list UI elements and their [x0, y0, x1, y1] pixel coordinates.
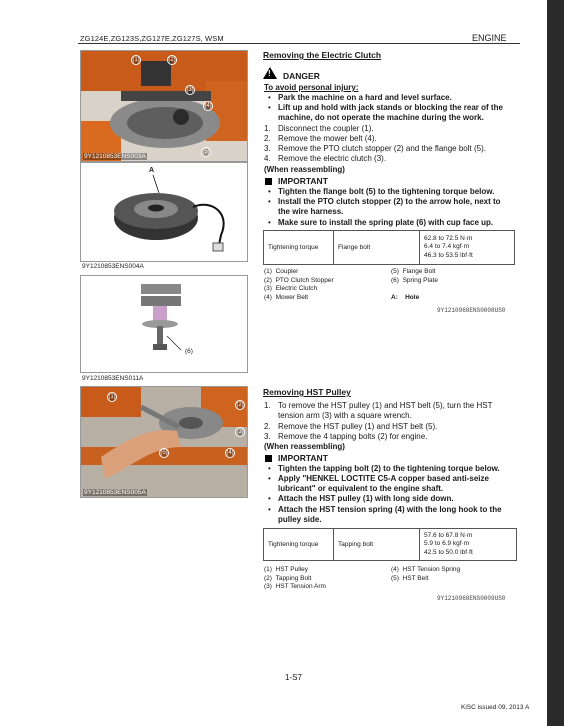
legend-item: (3) HST Tension Arm — [264, 583, 326, 590]
step-number: 3. — [264, 432, 271, 441]
danger-bullet: Lift up and hold with jack stands or blocking the rear of the — [278, 103, 503, 112]
important-bullet: the wire harness. — [278, 207, 344, 216]
torque-value-nm: 62.8 to 72.5 N·m — [424, 234, 473, 242]
legend-item: (1) HST Pulley — [264, 566, 308, 573]
legend-item: (4) Mower Belt — [264, 293, 309, 301]
callout-2: (2) — [168, 57, 176, 63]
important-bullet: Install the PTO clutch stopper (2) to the arrow hole, next to — [278, 197, 501, 206]
torque-item: Flange bolt — [334, 231, 420, 265]
bullet-icon: • — [268, 93, 271, 102]
callout-2: (2) — [236, 402, 244, 408]
callout-5: (5) — [202, 149, 210, 155]
torque-value-lbf: 46.3 to 53.5 lbf·ft — [424, 251, 473, 259]
step-number: 3. — [264, 144, 271, 153]
danger-bullet: machine, do not operate the machine during the work. — [278, 113, 484, 122]
torque-item: Tapping bolt — [334, 529, 420, 561]
important-label: IMPORTANT — [278, 453, 328, 463]
step-text: Remove the electric clutch (3). — [278, 154, 387, 163]
bullet-icon: • — [268, 474, 271, 483]
important-bullet: Apply "HENKEL LOCTITE C5-A copper based anti-seize — [278, 474, 489, 483]
legend-col-2 — [391, 566, 460, 583]
page-number: 1-S7 — [285, 673, 302, 682]
figure-hst-pulley-photo — [80, 386, 248, 498]
callout-4: (4) — [204, 103, 212, 109]
important-square-icon — [265, 455, 272, 462]
legend-item: (1) Coupler — [264, 268, 299, 275]
footer-issued: KiSC issued 09, 2013 A — [461, 704, 530, 711]
legend-item: (4) HST Tension Spring — [391, 566, 461, 573]
bullet-icon: • — [268, 218, 271, 227]
torque-table — [263, 528, 517, 561]
bullet-icon: • — [268, 505, 271, 514]
section-code: 9Y1210968ENS0008US0 — [437, 307, 506, 314]
callout-5: (5) — [160, 450, 168, 456]
figure-code: 9Y1210853ENS005A — [84, 489, 146, 496]
step-text: Remove the HST pulley (1) and HST belt (5). — [278, 422, 438, 431]
legend-item: (5) HST Belt — [391, 574, 429, 582]
callout-3: (3) — [236, 429, 244, 435]
important-bullet: lubricant" or equivalent to the engine shaft. — [278, 484, 444, 493]
bullet-icon: • — [268, 187, 271, 196]
avoid-injury-label: To avoid personal injury: — [264, 83, 359, 92]
important-bullet: pulley side. — [278, 515, 322, 524]
important-label: IMPORTANT — [278, 176, 328, 186]
header-models: ZG124E,ZG123S,ZG127E,ZG127S, WSM — [80, 34, 224, 43]
torque-label: Tightening torque — [264, 529, 334, 561]
header-section: ENGINE — [472, 33, 507, 43]
legend-item: A: Hole — [391, 293, 420, 301]
step-text: tension arm (3) with a square wrench. — [278, 411, 412, 420]
torque-table — [263, 230, 515, 265]
important-bullet: Make sure to install the spring plate (6) with cup face up. — [278, 218, 494, 227]
callout-6: (6) — [185, 348, 193, 355]
torque-value-kgf: 6.4 to 7.4 kgf·m — [424, 243, 470, 251]
torque-values — [420, 529, 517, 561]
important-bullet: Attach the HST tension spring (4) with the long hook to the — [278, 505, 502, 514]
danger-bullet: Park the machine on a hard and level surface. — [278, 93, 452, 102]
legend-col-1 — [264, 566, 326, 592]
step-text: Remove the PTO clutch stopper (2) and the flange bolt (5). — [278, 144, 486, 153]
exclamation-icon: ! — [268, 69, 271, 78]
callout-1: (1) — [132, 57, 140, 63]
step-number: 2. — [264, 422, 271, 431]
callout-3: (3) — [186, 87, 194, 93]
bullet-icon: • — [268, 494, 271, 503]
legend-col-1 — [264, 268, 334, 302]
figure-code: 9Y1210853ENS011A — [82, 375, 144, 382]
callout-a: A — [149, 167, 155, 174]
step-text: Remove the mower belt (4). — [278, 134, 377, 143]
legend-col-2 — [391, 268, 438, 302]
section-title: Removing the Electric Clutch — [263, 50, 382, 60]
callout-1: (1) — [108, 394, 116, 400]
section-code: 9Y1210968ENS0009US0 — [437, 595, 506, 602]
torque-value-kgf: 5.9 to 6.9 kgf·m — [424, 540, 470, 548]
step-text: Disconnect the coupler (1). — [278, 124, 374, 133]
important-square-icon — [265, 178, 272, 185]
legend-item: (2) PTO Clutch Stopper — [264, 276, 334, 284]
torque-value-nm: 57.6 to 67.8 N·m — [424, 531, 473, 539]
section-title: Removing HST Pulley — [263, 387, 351, 397]
step-text: To remove the HST pulley (1) and HST belt (5), turn the HST — [278, 401, 493, 410]
reassembly-label: (When reassembling) — [264, 165, 345, 174]
legend-item: (3) Electric Clutch — [264, 285, 318, 292]
page-edge-bar — [547, 0, 564, 726]
legend-item — [391, 285, 438, 294]
torque-label: Tightening torque — [264, 231, 334, 265]
important-bullet: Tighten the flange bolt (5) to the tightening torque below. — [278, 187, 495, 196]
important-bullet: Attach the HST pulley (1) with long side down. — [278, 494, 454, 503]
figure-spring-plate-photo — [80, 275, 248, 373]
important-bullet: Tighten the tapping bolt (2) to the tightening torque below. — [278, 464, 500, 473]
bullet-icon: • — [268, 103, 271, 112]
callout-4: (4) — [226, 450, 234, 456]
bullet-icon: • — [268, 197, 271, 206]
step-number: 4. — [264, 154, 271, 163]
legend-item: (6) Spring Plate — [391, 276, 438, 284]
figure-code: 9Y1210853ENS004A — [82, 263, 144, 270]
legend-item: (2) Tapping Bolt — [264, 574, 312, 582]
torque-values — [420, 231, 515, 265]
bullet-icon: • — [268, 464, 271, 473]
figure-code: 9Y1210853ENS003A — [84, 153, 146, 160]
figure-clutch-assembly-photo — [80, 162, 248, 262]
header-rule — [78, 43, 520, 44]
step-number: 1. — [264, 124, 271, 133]
danger-label: DANGER — [283, 71, 320, 81]
torque-value-lbf: 42.5 to 50.0 lbf·ft — [424, 548, 473, 556]
step-number: 1. — [264, 401, 271, 410]
step-number: 2. — [264, 134, 271, 143]
step-text: Remove the 4 tapping bolts (2) for engine. — [278, 432, 428, 441]
reassembly-label: (When reassembling) — [264, 442, 345, 451]
legend-item: (5) Flange Bolt — [391, 268, 436, 275]
figure-electric-clutch-photo — [80, 50, 248, 162]
